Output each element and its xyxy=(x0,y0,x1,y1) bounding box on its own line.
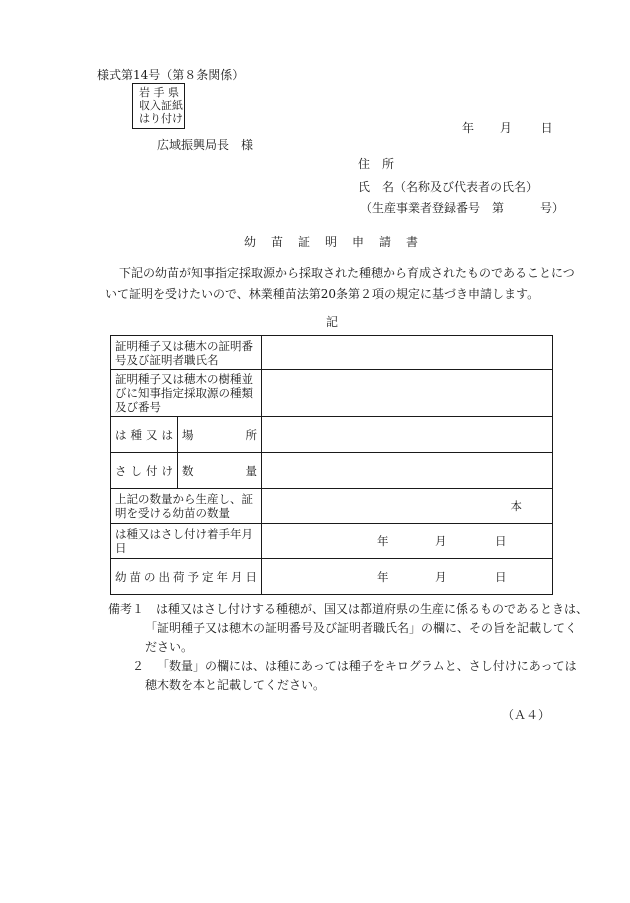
title-char: 書 xyxy=(406,235,419,249)
place-value[interactable] xyxy=(262,417,553,453)
document-title xyxy=(244,233,433,250)
remark-1-line-1 xyxy=(108,600,588,619)
remarks xyxy=(108,600,588,695)
application-table xyxy=(110,335,553,595)
table-row xyxy=(111,559,553,595)
revenue-stamp-box xyxy=(132,83,185,129)
remark-2-prefix: ２ xyxy=(132,659,145,673)
ki-heading: 記 xyxy=(326,315,339,329)
table-row xyxy=(111,370,553,417)
registration-number-label: （生産事業者登録番号 第 号） xyxy=(360,201,565,215)
date-month: 月 xyxy=(499,121,512,135)
ymd-month: 月 xyxy=(435,534,447,548)
remark-1-line-2: 「証明種子又は穂木の証明番号及び証明者職氏名」の欄に、その旨を記載してく xyxy=(145,621,578,635)
title-char: 申 xyxy=(352,235,365,249)
seedling-quantity-label: 上記の数量から生産し、証明を受ける幼苗の数量 xyxy=(111,489,262,524)
title-char: 請 xyxy=(379,235,392,249)
table-row xyxy=(111,489,553,524)
seed-cert-label: 証明種子又は穂木の証明番号及び証明者職氏名 xyxy=(111,336,262,370)
quantity-value[interactable] xyxy=(262,453,553,489)
remark-1-line-3: ださい。 xyxy=(145,640,194,654)
ymd-day: 日 xyxy=(495,569,507,584)
body-text-line-1: 下記の幼苗が知事指定採取源から採取された種穂から育成されたものであることにつ xyxy=(119,266,575,280)
remark-2-line-2: 穂木数を本と記載してください。 xyxy=(145,678,326,692)
sowing-group-label-a: は種又は xyxy=(111,417,178,453)
paper-size: （Ａ４） xyxy=(502,708,551,722)
quantity-label: 数 量 xyxy=(178,453,262,489)
seedling-quantity-value[interactable] xyxy=(262,489,553,524)
species-source-label: 証明種子又は穂木の樹種並びに知事指定採取源の種類及び番号 xyxy=(111,370,262,417)
body-text-line-2: いて証明を受けたいので、林業種苗法第20条第２項の規定に基づき申請します。 xyxy=(105,287,540,301)
shipping-date-label: 幼苗の出荷予定年月日 xyxy=(111,559,262,595)
title-char: 苗 xyxy=(271,235,284,249)
form-number: 様式第14号（第８条関係） xyxy=(97,68,245,82)
start-date-value[interactable] xyxy=(262,524,553,559)
remark-2-line-1 xyxy=(108,657,588,676)
remark-2-text: 「数量」の欄には、は種にあっては種子をキログラムと、さし付けにあっては xyxy=(157,659,577,673)
stamp-line-1: 岩 手 県 xyxy=(139,86,179,99)
unit-hon: 本 xyxy=(510,499,522,513)
address-label: 住 所 xyxy=(358,157,395,171)
stamp-line-2: 収入証紙 xyxy=(139,99,183,112)
addressee: 広域振興局長 様 xyxy=(157,138,254,152)
ymd-year: 年 xyxy=(377,569,389,584)
title-char: 幼 xyxy=(244,235,257,249)
remark-1-text: は種又はさし付けする種穂が、国又は都道府県の生産に係るものであるときは、 xyxy=(156,602,589,616)
shipping-date-value[interactable] xyxy=(262,559,553,595)
start-date-label: は種又はさし付け着手年月日 xyxy=(111,524,262,559)
date-year: 年 xyxy=(462,121,475,135)
stamp-line-3: はり付け xyxy=(139,112,183,125)
ymd-year: 年 xyxy=(377,534,389,548)
remark-1-prefix: 備考１ xyxy=(108,602,145,616)
table-row xyxy=(111,453,553,489)
sowing-group-label-b: さし付け xyxy=(111,453,178,489)
ymd-day: 日 xyxy=(495,534,507,548)
date-day: 日 xyxy=(540,121,553,135)
title-char: 明 xyxy=(325,235,338,249)
ymd-month: 月 xyxy=(435,569,447,584)
table-row xyxy=(111,524,553,559)
seed-cert-value[interactable] xyxy=(262,336,553,370)
application-date xyxy=(462,119,553,136)
species-source-value[interactable] xyxy=(262,370,553,417)
title-char: 証 xyxy=(298,235,311,249)
place-label: 場 所 xyxy=(178,417,262,453)
table-row xyxy=(111,417,553,453)
name-label: 氏 名（名称及び代表者の氏名） xyxy=(358,180,539,194)
table-row xyxy=(111,336,553,370)
